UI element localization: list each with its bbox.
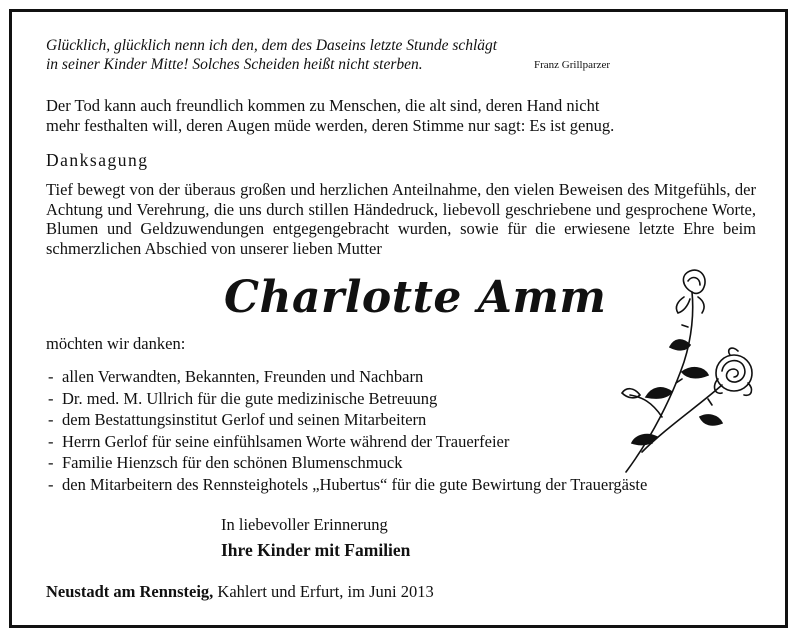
heading-danksagung: Danksagung: [46, 150, 149, 170]
intro-line-1: Der Tod kann auch freundlich kommen zu Menschen, die alt sind, deren Hand nicht: [46, 96, 600, 115]
closing-line-2: Ihre Kinder mit Familien: [221, 540, 411, 560]
list-item-text: dem Bestattungsinstitut Gerlof und seinen Mitarbeitern: [62, 410, 427, 429]
footer-place: Neustadt am Rennsteig,: [46, 582, 214, 601]
deceased-name: Charlotte Amm: [224, 272, 607, 323]
list-item: [48, 366, 647, 388]
quote-line-2-text: in seiner Kinder Mitte! Solches Scheiden heißt nicht sterben.: [46, 56, 423, 73]
list-intro: möchten wir danken:: [46, 334, 186, 353]
list-dash: -: [48, 474, 54, 494]
intro-block: [46, 96, 614, 135]
list-item: [48, 474, 647, 496]
quote-line-1: Glücklich, glücklich nenn ich den, dem des Daseins letzte Stunde schlägt: [46, 37, 498, 54]
list-item-text: allen Verwandten, Bekannten, Freunden und Nachbarn: [62, 367, 424, 386]
list-item-text: Familie Hienzsch für den schönen Blumenschmuck: [62, 453, 403, 472]
list-dash: -: [48, 453, 54, 472]
list-dash: -: [48, 431, 54, 451]
list-dash: -: [48, 410, 54, 429]
intro-line-2: mehr festhalten will, deren Augen müde werden, deren Stimme nur sagt: Es ist genug.: [46, 115, 615, 135]
rose-icon: [612, 267, 782, 482]
list-dash: -: [48, 388, 54, 408]
quote-block: [46, 36, 497, 74]
quote-author: Franz Grillparzer: [534, 59, 611, 71]
list-dash: -: [48, 367, 54, 386]
obituary-card: [9, 9, 788, 628]
list-item: [48, 388, 647, 410]
thanks-list: [48, 366, 647, 495]
list-item: [48, 452, 647, 474]
list-item-text: den Mitarbeitern des Rennsteighotels „Hubertus“ für die gute Bewirtung der Trauergäste: [62, 474, 648, 494]
footer-line: [46, 582, 434, 602]
list-item-text: Herrn Gerlof für seine einfühlsamen Worte während der Trauerfeier: [62, 431, 510, 451]
list-item-text: Dr. med. M. Ullrich für die gute medizinische Betreuung: [62, 388, 438, 408]
closing-line-1: In liebevoller Erinnerung: [221, 515, 388, 534]
footer-rest: Kahlert und Erfurt, im Juni 2013: [213, 582, 434, 601]
list-item: [48, 409, 647, 431]
thanks-paragraph: Tief bewegt von der überaus großen und herzlichen Anteilnahme, den vielen Beweisen des Mitgefühls, der Achtung und Verehrung, die uns durch stillen Händedruck, liebevoll geschriebene und gesprochene Worte, Blumen und Geldzuwendungen entgegengebracht wurden, sowie für die erwiesene letzte Ehre beim schmerzlichen Abschied von unserer lieben Mutter: [46, 180, 756, 258]
list-item: [48, 431, 647, 453]
quote-line-2: [46, 55, 497, 74]
